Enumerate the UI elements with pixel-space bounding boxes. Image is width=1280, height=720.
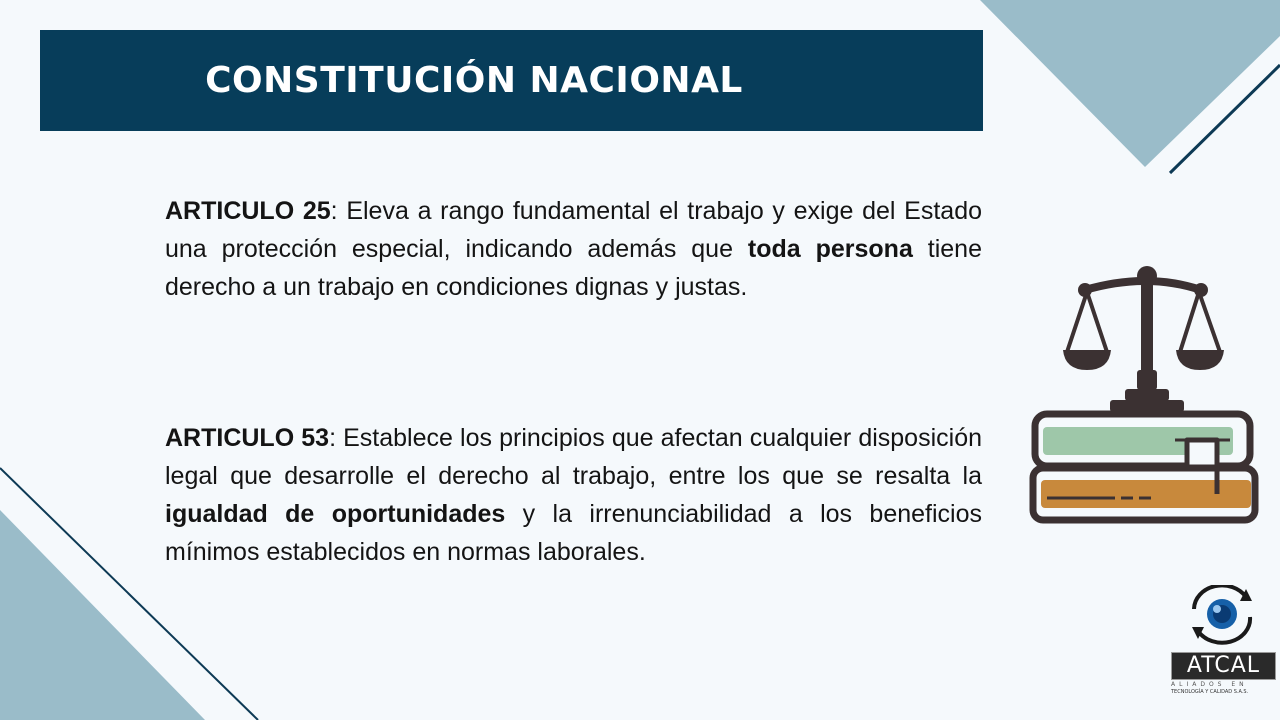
top-right-triangle (980, 0, 1280, 167)
article-25-body-2: tiene derecho a un trabajo en condiciones dignas y justas. (165, 235, 982, 301)
title-banner (40, 30, 983, 131)
article-53-text (165, 419, 982, 571)
logo-tagline: ALIADOS EN (1171, 681, 1248, 688)
logo-company-name: TECNOLOGÍA Y CALIDAD S.A.S. (1171, 689, 1249, 695)
article-25-body-1: : Eleva a rango fundamental el trabajo y exige del Estado una protección especial, indicando además que (165, 197, 982, 263)
article-25-text (165, 192, 982, 306)
article-25-label: ARTICULO 25 (165, 197, 331, 225)
slide-title: CONSTITUCIÓN NACIONAL (205, 60, 743, 101)
article-25-highlight: toda persona (747, 235, 913, 263)
justice-scale-books-icon (1025, 262, 1260, 524)
logo-wordmark: ATCAL (1171, 652, 1276, 680)
article-53-highlight: igualdad de oportunidades (165, 500, 506, 528)
article-53-body-1: : Establece los principios que afectan cualquier disposición legal que desarrolle el derecho al trabajo, entre los que se resalta la (165, 424, 982, 490)
article-53-label: ARTICULO 53 (165, 424, 330, 452)
atcal-logo (1168, 585, 1278, 720)
globe-icon (1186, 585, 1258, 645)
article-53-body-2: y la irrenunciabilidad a los beneficios mínimos establecidos en normas laborales. (165, 500, 982, 566)
